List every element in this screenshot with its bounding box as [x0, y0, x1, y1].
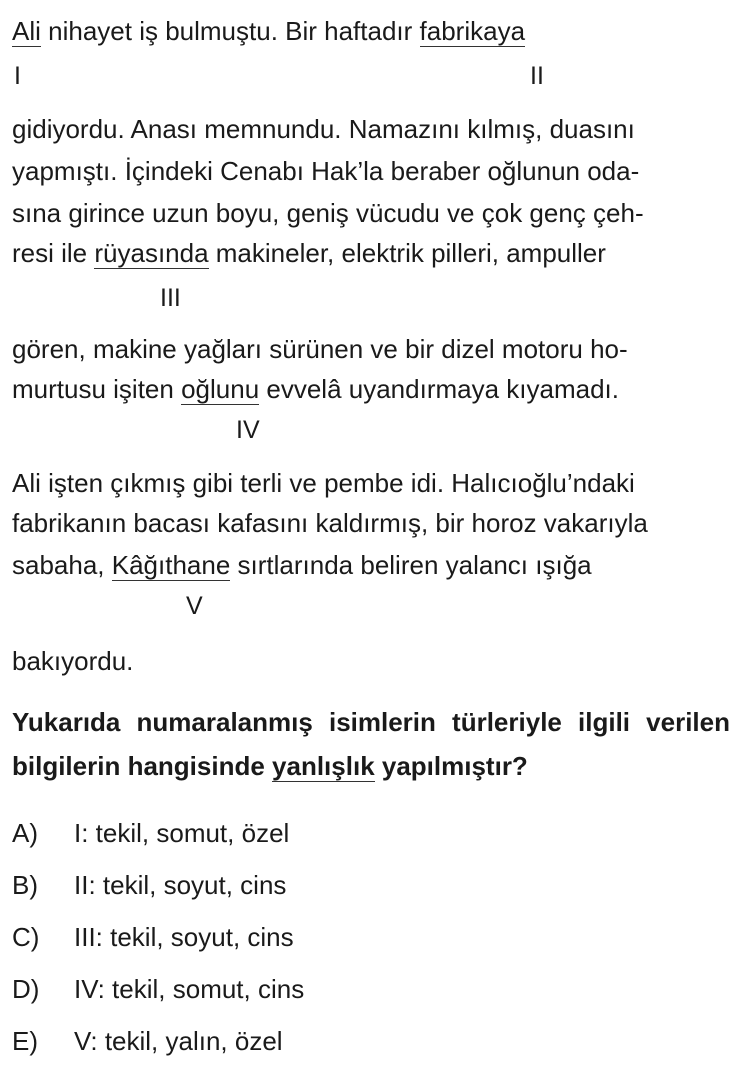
- passage-line: [12, 16, 525, 47]
- text-span: sırtlarında beliren yalancı ışığa: [230, 550, 592, 580]
- option-e[interactable]: [12, 1026, 283, 1056]
- passage-line: [12, 550, 592, 581]
- option-a[interactable]: [12, 818, 289, 848]
- passage-line: Ali işten çıkmış gibi terli ve pembe idi. Halıcıoğlu’ndaki: [12, 468, 635, 498]
- option-d[interactable]: [12, 974, 304, 1004]
- passage-line: yapmıştı. İçindeki Cenabı Hak’la beraber oğlunun oda-: [12, 156, 640, 186]
- numeral-3: III: [160, 284, 181, 312]
- underlined-noun-2: fabrikaya: [419, 16, 526, 46]
- passage-line: gören, makine yağları sürünen ve bir dizel motoru ho-: [12, 334, 628, 364]
- option-text: III: tekil, soyut, cins: [74, 922, 294, 952]
- question-text: [12, 700, 730, 788]
- option-text: IV: tekil, somut, cins: [74, 974, 305, 1004]
- option-text: V: tekil, yalın, özel: [74, 1026, 283, 1056]
- underlined-noun-4: oğlunu: [181, 374, 260, 404]
- numeral-4: IV: [236, 416, 260, 444]
- passage-line: bakıyordu.: [12, 646, 134, 676]
- option-b[interactable]: [12, 870, 286, 900]
- underlined-noun-5: Kâğıthane: [111, 550, 231, 580]
- text-span: murtusu işiten: [12, 374, 182, 404]
- option-letter: B): [12, 870, 38, 900]
- passage-line: [12, 238, 606, 269]
- question-part: Yukarıda numaralanmış isimlerin türleriyle ilgili verilen bilgilerin hangisinde: [12, 707, 730, 781]
- text-span: evvelâ uyandırmaya kıyamadı.: [259, 374, 619, 404]
- option-text: II: tekil, soyut, cins: [74, 870, 287, 900]
- underlined-noun-1: Ali: [12, 16, 41, 46]
- question-part: yapılmıştır?: [374, 751, 528, 781]
- option-letter: A): [12, 818, 38, 848]
- question-underlined-word: yanlışlık: [272, 751, 375, 781]
- numeral-2: II: [530, 62, 544, 90]
- option-c[interactable]: [12, 922, 294, 952]
- option-letter: E): [12, 1026, 38, 1056]
- text-span: sabaha,: [12, 550, 112, 580]
- text-span: makineler, elektrik pilleri, ampuller: [208, 238, 606, 268]
- passage-line: fabrikanın bacası kafasını kaldırmış, bir horoz vakarıyla: [12, 508, 648, 538]
- passage-line: gidiyordu. Anası memnundu. Namazını kılmış, duasını: [12, 114, 635, 144]
- text-span: resi ile: [12, 238, 95, 268]
- passage-line: sına girince uzun boyu, geniş vücudu ve çok genç çeh-: [12, 198, 644, 228]
- passage-line: [12, 374, 619, 405]
- option-letter: D): [12, 974, 40, 1004]
- option-text: I: tekil, somut, özel: [74, 818, 290, 848]
- option-letter: C): [12, 922, 40, 952]
- underlined-noun-3: rüyasında: [94, 238, 209, 268]
- text-span: nihayet iş bulmuştu. Bir haftadır: [40, 16, 420, 46]
- numeral-5: V: [186, 592, 203, 620]
- numeral-1: I: [14, 62, 21, 90]
